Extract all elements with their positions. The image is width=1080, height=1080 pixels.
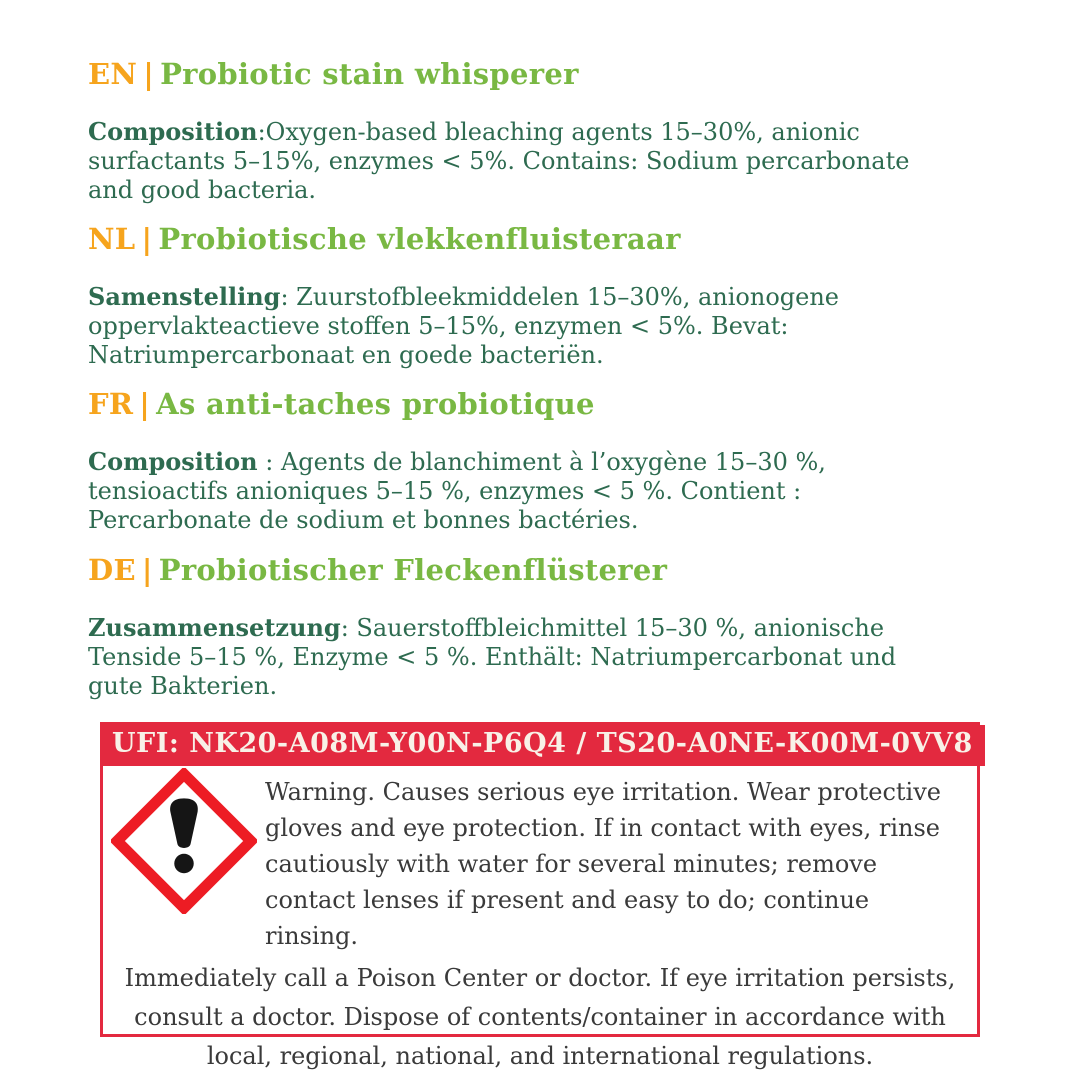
composition-text-en [88, 117, 954, 205]
composition-text-de [88, 613, 954, 701]
heading-separator: | [143, 57, 155, 91]
product-title-fr: As anti-taches probiotique [156, 387, 595, 421]
first-aid-disposal-text: Immediately call a Poison Center or doctor. If eye irritation persists, consult a doctor. Dispose of contents/container in accordance with local, regional, national, and international regulations. [124, 963, 956, 1070]
section-nl [88, 221, 954, 370]
composition-text-nl [88, 282, 954, 370]
section-heading-en [88, 56, 954, 92]
language-code: DE [88, 553, 136, 587]
language-code: NL [88, 222, 136, 256]
section-de [88, 552, 954, 701]
language-code: EN [88, 57, 138, 91]
heading-separator: | [141, 222, 153, 256]
heading-separator: | [139, 387, 151, 421]
composition-details: : Agents de blanchiment à l’oxygène 15–30 %, tensioactifs anioniques 5–15 %, enzymes < 5 %. Contient : Percarbonate de sodium et bonnes bactéries. [88, 448, 826, 534]
section-heading-de [88, 552, 954, 588]
composition-term: Samenstelling [88, 282, 281, 311]
hazard-warning-box [100, 722, 980, 1070]
pictogram-warning-row [103, 766, 977, 954]
product-title-nl: Probiotische vlekkenfluisteraar [158, 222, 681, 256]
section-heading-nl [88, 221, 954, 257]
composition-details: : Sauerstoffbleichmittel 15–30 %, anionische Tenside 5–15 %, Enzyme < 5 %. Enthält: Natriumpercarbonat und gute Bakterien. [88, 614, 897, 700]
section-en [88, 56, 954, 205]
ghs07-exclamation-icon [111, 768, 257, 914]
language-code: FR [88, 387, 134, 421]
hazard-statement-text: Warning. Causes serious eye irritation. Wear protective gloves and eye protection. If in contact with eyes, rinse cautiously with water for several minutes; remove contact lenses if present and easy to do; continue rinsing. [265, 777, 941, 950]
section-fr [88, 386, 954, 535]
heading-separator: | [141, 553, 153, 587]
composition-term: Zusammensetzung [88, 613, 341, 642]
composition-details: : Zuurstofbleekmiddelen 15–30%, anionogene oppervlakteactieve stoffen 5–15%, enzymen < 5%. Bevat: Natriumpercarbonaat en goede bacteriën. [88, 283, 840, 369]
composition-term: Composition [88, 447, 258, 476]
product-title-de: Probiotischer Fleckenflüsterer [158, 553, 668, 587]
composition-details: :Oxygen-based bleaching agents 15–30%, anionic surfactants 5–15%, enzymes < 5%. Contains: Sodium percarbonate and good bacteria. [88, 118, 910, 204]
product-title-en: Probiotic stain whisperer [160, 57, 579, 91]
section-heading-fr [88, 386, 954, 422]
composition-text-fr [88, 447, 954, 535]
composition-term: Composition [88, 117, 258, 146]
ufi-code-banner: UFI: NK20-A08M-Y00N-P6Q4 / TS20-A0NE-K00M-0VV8 [103, 725, 985, 766]
